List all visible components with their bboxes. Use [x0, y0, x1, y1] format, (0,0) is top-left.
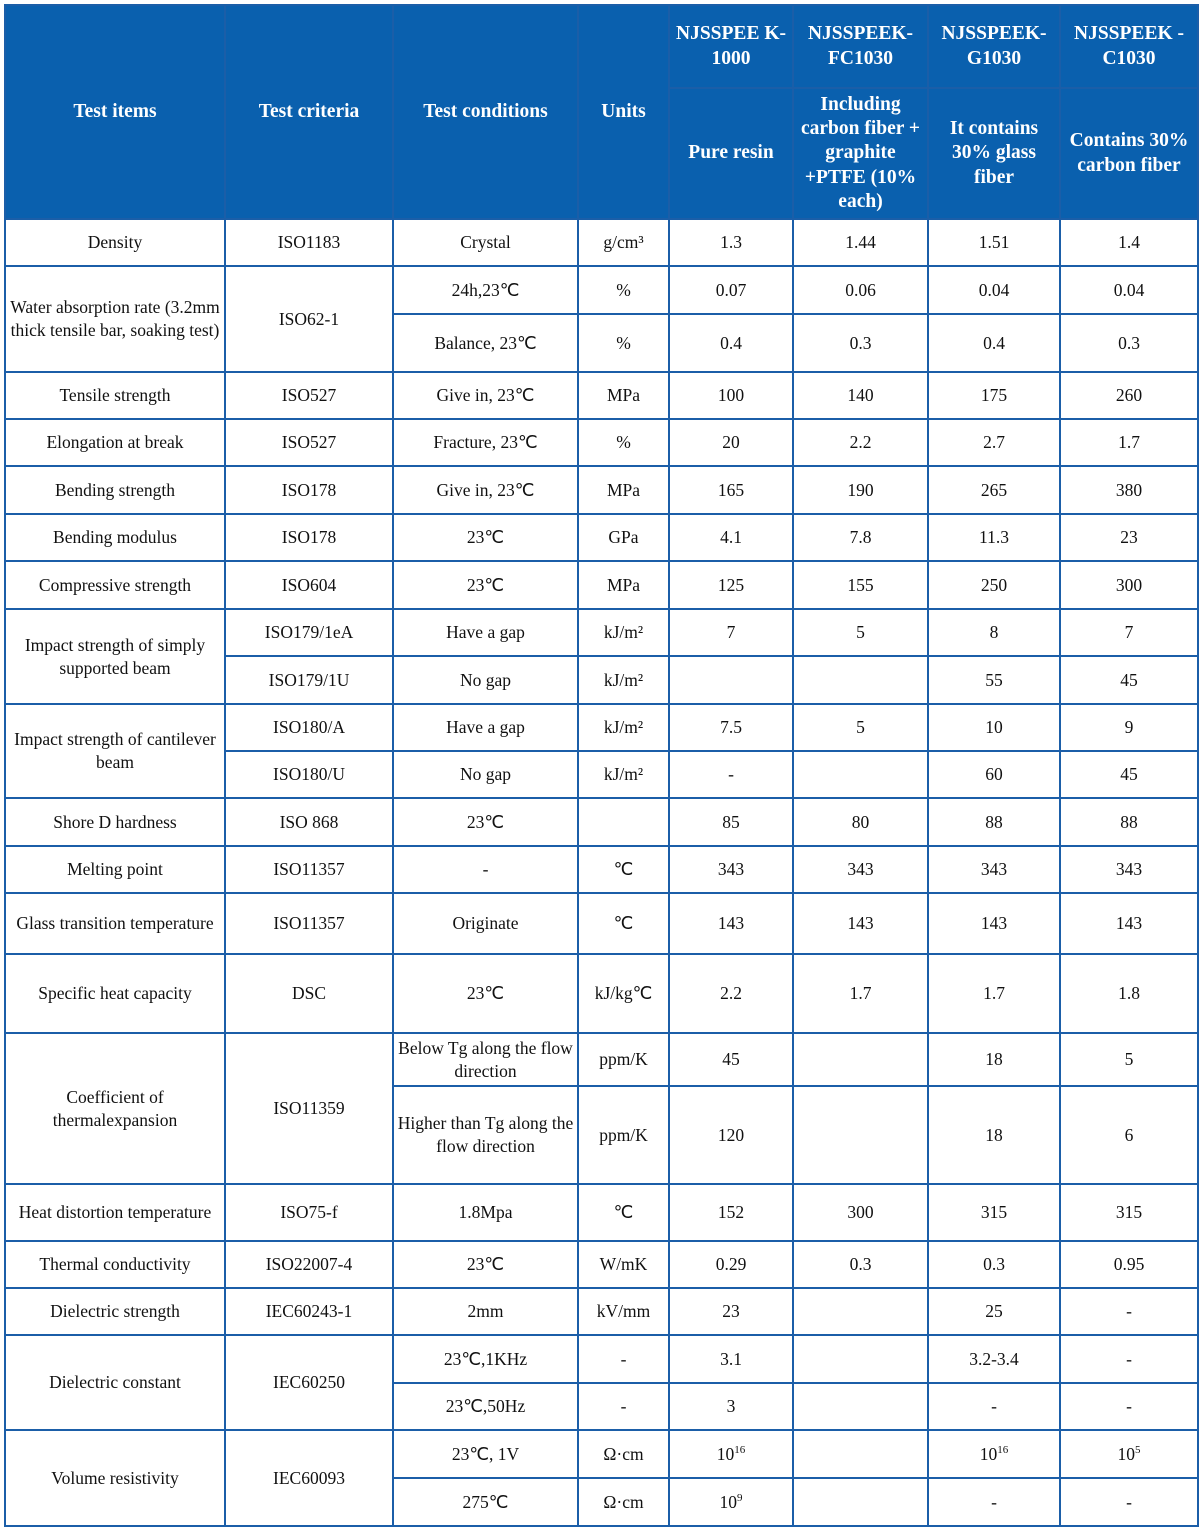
- table-body: [5, 219, 1198, 1526]
- cell-test-item: Impact strength of cantilever beam: [5, 704, 225, 798]
- cell-value: 0.3: [928, 1241, 1060, 1288]
- header-units: Units: [578, 5, 669, 219]
- cell-test-item: Water absorption rate (3.2mm thick tensile bar, soaking test): [5, 266, 225, 372]
- cell-value: 7: [669, 609, 793, 656]
- cell-test-criteria: ISO11357: [225, 846, 393, 893]
- cell-test-condition: 24h,23℃: [393, 266, 578, 314]
- cell-test-condition: Fracture, 23℃: [393, 419, 578, 466]
- value-base: 10: [979, 1443, 998, 1464]
- cell-unit: Ω·cm: [578, 1478, 669, 1526]
- cell-value: 1.7: [793, 954, 928, 1033]
- cell-value: 300: [793, 1184, 928, 1241]
- cell-value: 1.44: [793, 219, 928, 266]
- header-grade-name: NJSSPEEK -C1030: [1060, 5, 1198, 88]
- header-grade-name: NJSSPEEK-FC1030: [793, 5, 928, 88]
- cell-value: -: [928, 1383, 1060, 1430]
- cell-test-criteria: IEC60243-1: [225, 1288, 393, 1335]
- cell-value: 60: [928, 751, 1060, 798]
- table-row: [5, 954, 1198, 1033]
- cell-value: [793, 1430, 928, 1478]
- cell-test-condition: 23℃: [393, 798, 578, 846]
- cell-value: [669, 656, 793, 704]
- table-row: [5, 1335, 1198, 1383]
- cell-value: 143: [1060, 893, 1198, 954]
- cell-value: 1.3: [669, 219, 793, 266]
- cell-test-criteria: ISO11357: [225, 893, 393, 954]
- cell-value: [793, 1478, 928, 1526]
- cell-value: 343: [793, 846, 928, 893]
- cell-value: 88: [1060, 798, 1198, 846]
- cell-value: 143: [928, 893, 1060, 954]
- cell-value: 5: [793, 609, 928, 656]
- cell-value: 343: [1060, 846, 1198, 893]
- cell-test-item: Density: [5, 219, 225, 266]
- cell-value: [1060, 1430, 1198, 1478]
- cell-value: 260: [1060, 372, 1198, 419]
- header-grade-description: Pure resin: [669, 88, 793, 219]
- cell-value: 250: [928, 561, 1060, 609]
- table-row: [5, 1033, 1198, 1086]
- header-test-criteria: Test criteria: [225, 5, 393, 219]
- value-base: 10: [1117, 1443, 1135, 1464]
- cell-value: 88: [928, 798, 1060, 846]
- cell-test-item: Dielectric constant: [5, 1335, 225, 1430]
- header-grade-description: Contains 30% carbon fiber: [1060, 88, 1198, 219]
- cell-value: 190: [793, 466, 928, 514]
- cell-unit: MPa: [578, 372, 669, 419]
- table-row: [5, 372, 1198, 419]
- cell-unit: -: [578, 1383, 669, 1430]
- table-row: [5, 1184, 1198, 1241]
- table-row: [5, 798, 1198, 846]
- cell-value: 11.3: [928, 514, 1060, 561]
- cell-value: 100: [669, 372, 793, 419]
- cell-test-item: Shore D hardness: [5, 798, 225, 846]
- cell-test-criteria: ISO178: [225, 514, 393, 561]
- cell-unit: ppm/K: [578, 1033, 669, 1086]
- material-properties-table: [4, 4, 1199, 1527]
- cell-value: -: [1060, 1383, 1198, 1430]
- cell-value: 45: [1060, 656, 1198, 704]
- cell-test-criteria: DSC: [225, 954, 393, 1033]
- cell-test-item: Coefficient of thermalexpansion: [5, 1033, 225, 1184]
- cell-test-condition: 275℃: [393, 1478, 578, 1526]
- cell-test-item: Volume resistivity: [5, 1430, 225, 1526]
- cell-value: 10: [928, 704, 1060, 751]
- cell-value: -: [928, 1478, 1060, 1526]
- cell-value: 8: [928, 609, 1060, 656]
- cell-value: 80: [793, 798, 928, 846]
- cell-value: [793, 1335, 928, 1383]
- cell-value: 143: [669, 893, 793, 954]
- cell-test-criteria: ISO604: [225, 561, 393, 609]
- cell-value: 7.5: [669, 704, 793, 751]
- cell-value: 18: [928, 1033, 1060, 1086]
- cell-test-criteria: ISO22007-4: [225, 1241, 393, 1288]
- cell-test-criteria: IEC60093: [225, 1430, 393, 1526]
- cell-test-item: Specific heat capacity: [5, 954, 225, 1033]
- cell-value: 120: [669, 1086, 793, 1184]
- cell-value: 0.29: [669, 1241, 793, 1288]
- cell-value: -: [1060, 1335, 1198, 1383]
- cell-test-criteria: ISO527: [225, 419, 393, 466]
- cell-test-condition: 2mm: [393, 1288, 578, 1335]
- cell-value: 155: [793, 561, 928, 609]
- cell-value: 1.7: [1060, 419, 1198, 466]
- cell-value: 0.3: [1060, 314, 1198, 372]
- cell-test-item: Elongation at break: [5, 419, 225, 466]
- cell-test-condition: Below Tg along the flow direction: [393, 1033, 578, 1086]
- cell-test-criteria: ISO75-f: [225, 1184, 393, 1241]
- cell-value: -: [1060, 1478, 1198, 1526]
- cell-unit: MPa: [578, 561, 669, 609]
- cell-value: 55: [928, 656, 1060, 704]
- cell-value: 1.8: [1060, 954, 1198, 1033]
- cell-test-condition: 23℃: [393, 561, 578, 609]
- cell-value: 6: [1060, 1086, 1198, 1184]
- cell-test-condition: Crystal: [393, 219, 578, 266]
- cell-test-condition: Give in, 23℃: [393, 466, 578, 514]
- value-exponent: 9: [737, 1491, 743, 1504]
- cell-value: 140: [793, 372, 928, 419]
- header-test-items: Test items: [5, 5, 225, 219]
- cell-value: [793, 751, 928, 798]
- cell-test-condition: No gap: [393, 751, 578, 798]
- cell-unit: Ω·cm: [578, 1430, 669, 1478]
- cell-value: 1.4: [1060, 219, 1198, 266]
- cell-unit: kJ/m²: [578, 751, 669, 798]
- cell-unit: kJ/m²: [578, 704, 669, 751]
- cell-test-item: Dielectric strength: [5, 1288, 225, 1335]
- cell-unit: ppm/K: [578, 1086, 669, 1184]
- cell-value: 7: [1060, 609, 1198, 656]
- value-exponent: 16: [734, 1443, 746, 1456]
- cell-test-criteria: ISO527: [225, 372, 393, 419]
- table-row: [5, 514, 1198, 561]
- cell-value: 0.95: [1060, 1241, 1198, 1288]
- cell-value: 315: [928, 1184, 1060, 1241]
- value-base: 10: [719, 1491, 737, 1512]
- cell-value: 143: [793, 893, 928, 954]
- cell-value: [669, 1478, 793, 1526]
- table-row: [5, 419, 1198, 466]
- header-grade-name: NJSSPEE K-1000: [669, 5, 793, 88]
- cell-unit: g/cm³: [578, 219, 669, 266]
- cell-test-condition: 23℃,1KHz: [393, 1335, 578, 1383]
- cell-value: 85: [669, 798, 793, 846]
- cell-test-criteria: ISO180/U: [225, 751, 393, 798]
- table-row: [5, 893, 1198, 954]
- cell-value: 25: [928, 1288, 1060, 1335]
- cell-test-condition: Have a gap: [393, 704, 578, 751]
- cell-value: 3.2-3.4: [928, 1335, 1060, 1383]
- cell-value: 2.2: [793, 419, 928, 466]
- cell-test-criteria: ISO180/A: [225, 704, 393, 751]
- cell-unit: %: [578, 314, 669, 372]
- cell-test-condition: 23℃, 1V: [393, 1430, 578, 1478]
- cell-value: 300: [1060, 561, 1198, 609]
- cell-test-condition: 1.8Mpa: [393, 1184, 578, 1241]
- header-grade-name: NJSSPEEK-G1030: [928, 5, 1060, 88]
- cell-test-criteria: ISO1183: [225, 219, 393, 266]
- cell-unit: %: [578, 266, 669, 314]
- cell-value: 2.2: [669, 954, 793, 1033]
- table-row: [5, 266, 1198, 314]
- cell-test-criteria: ISO11359: [225, 1033, 393, 1184]
- cell-value: 18: [928, 1086, 1060, 1184]
- cell-unit: [578, 798, 669, 846]
- cell-value: 0.3: [793, 314, 928, 372]
- cell-test-criteria: ISO62-1: [225, 266, 393, 372]
- cell-value: 0.04: [1060, 266, 1198, 314]
- cell-unit: -: [578, 1335, 669, 1383]
- cell-unit: GPa: [578, 514, 669, 561]
- cell-value: 3.1: [669, 1335, 793, 1383]
- cell-value: [793, 1288, 928, 1335]
- cell-unit: kJ/m²: [578, 609, 669, 656]
- cell-value: 125: [669, 561, 793, 609]
- cell-test-condition: 23℃,50Hz: [393, 1383, 578, 1430]
- table-row: [5, 1288, 1198, 1335]
- cell-value: 45: [669, 1033, 793, 1086]
- table-row: [5, 219, 1198, 266]
- cell-test-criteria: ISO179/1U: [225, 656, 393, 704]
- cell-unit: kJ/m²: [578, 656, 669, 704]
- table-row: [5, 466, 1198, 514]
- table-row: [5, 609, 1198, 656]
- cell-value: 7.8: [793, 514, 928, 561]
- header-grade-description: Including carbon fiber + graphite +PTFE (10% each): [793, 88, 928, 219]
- cell-unit: kV/mm: [578, 1288, 669, 1335]
- cell-value: 23: [1060, 514, 1198, 561]
- cell-value: 0.3: [793, 1241, 928, 1288]
- cell-value: 4.1: [669, 514, 793, 561]
- cell-test-criteria: ISO178: [225, 466, 393, 514]
- cell-value: [793, 1383, 928, 1430]
- cell-test-item: Bending modulus: [5, 514, 225, 561]
- cell-value: 0.4: [928, 314, 1060, 372]
- cell-test-criteria: IEC60250: [225, 1335, 393, 1430]
- table-row: [5, 1241, 1198, 1288]
- cell-unit: ℃: [578, 893, 669, 954]
- cell-value: 3: [669, 1383, 793, 1430]
- cell-value: 380: [1060, 466, 1198, 514]
- value-exponent: 16: [997, 1443, 1009, 1456]
- cell-value: 315: [1060, 1184, 1198, 1241]
- cell-value: [793, 1086, 928, 1184]
- cell-unit: W/mK: [578, 1241, 669, 1288]
- cell-value: [669, 1430, 793, 1478]
- cell-test-condition: -: [393, 846, 578, 893]
- cell-test-criteria: ISO 868: [225, 798, 393, 846]
- cell-value: 0.07: [669, 266, 793, 314]
- cell-unit: ℃: [578, 1184, 669, 1241]
- cell-test-item: Compressive strength: [5, 561, 225, 609]
- cell-value: 20: [669, 419, 793, 466]
- cell-value: [928, 1430, 1060, 1478]
- table-row: [5, 1430, 1198, 1478]
- cell-value: 343: [928, 846, 1060, 893]
- cell-value: 23: [669, 1288, 793, 1335]
- cell-unit: ℃: [578, 846, 669, 893]
- cell-test-condition: Originate: [393, 893, 578, 954]
- cell-test-condition: 23℃: [393, 514, 578, 561]
- cell-test-item: Glass transition temperature: [5, 893, 225, 954]
- cell-unit: MPa: [578, 466, 669, 514]
- cell-test-condition: Give in, 23℃: [393, 372, 578, 419]
- cell-value: [793, 1033, 928, 1086]
- cell-value: 1.7: [928, 954, 1060, 1033]
- table-row: [5, 561, 1198, 609]
- cell-value: 0.4: [669, 314, 793, 372]
- cell-test-criteria: ISO179/1eA: [225, 609, 393, 656]
- cell-test-item: Impact strength of simply supported beam: [5, 609, 225, 704]
- cell-unit: kJ/kg℃: [578, 954, 669, 1033]
- cell-value: 1.51: [928, 219, 1060, 266]
- cell-test-condition: 23℃: [393, 1241, 578, 1288]
- cell-test-condition: 23℃: [393, 954, 578, 1033]
- cell-test-item: Thermal conductivity: [5, 1241, 225, 1288]
- cell-value: 5: [1060, 1033, 1198, 1086]
- cell-test-item: Melting point: [5, 846, 225, 893]
- cell-value: 2.7: [928, 419, 1060, 466]
- cell-test-item: Heat distortion temperature: [5, 1184, 225, 1241]
- cell-value: 45: [1060, 751, 1198, 798]
- cell-test-item: Bending strength: [5, 466, 225, 514]
- value-exponent: 5: [1135, 1443, 1141, 1456]
- cell-value: 9: [1060, 704, 1198, 751]
- cell-test-condition: No gap: [393, 656, 578, 704]
- header-test-conditions: Test conditions: [393, 5, 578, 219]
- cell-value: -: [1060, 1288, 1198, 1335]
- cell-test-condition: Have a gap: [393, 609, 578, 656]
- cell-value: 175: [928, 372, 1060, 419]
- cell-unit: %: [578, 419, 669, 466]
- cell-value: 5: [793, 704, 928, 751]
- header-grade-description: It contains 30% glass fiber: [928, 88, 1060, 219]
- value-base: 10: [716, 1443, 735, 1464]
- cell-test-item: Tensile strength: [5, 372, 225, 419]
- cell-test-condition: Balance, 23℃: [393, 314, 578, 372]
- cell-value: [793, 656, 928, 704]
- cell-value: 152: [669, 1184, 793, 1241]
- cell-value: 265: [928, 466, 1060, 514]
- cell-value: 0.04: [928, 266, 1060, 314]
- cell-value: 0.06: [793, 266, 928, 314]
- cell-test-condition: Higher than Tg along the flow direction: [393, 1086, 578, 1184]
- table-row: [5, 846, 1198, 893]
- cell-value: 165: [669, 466, 793, 514]
- cell-value: -: [669, 751, 793, 798]
- table-row: [5, 704, 1198, 751]
- cell-value: 343: [669, 846, 793, 893]
